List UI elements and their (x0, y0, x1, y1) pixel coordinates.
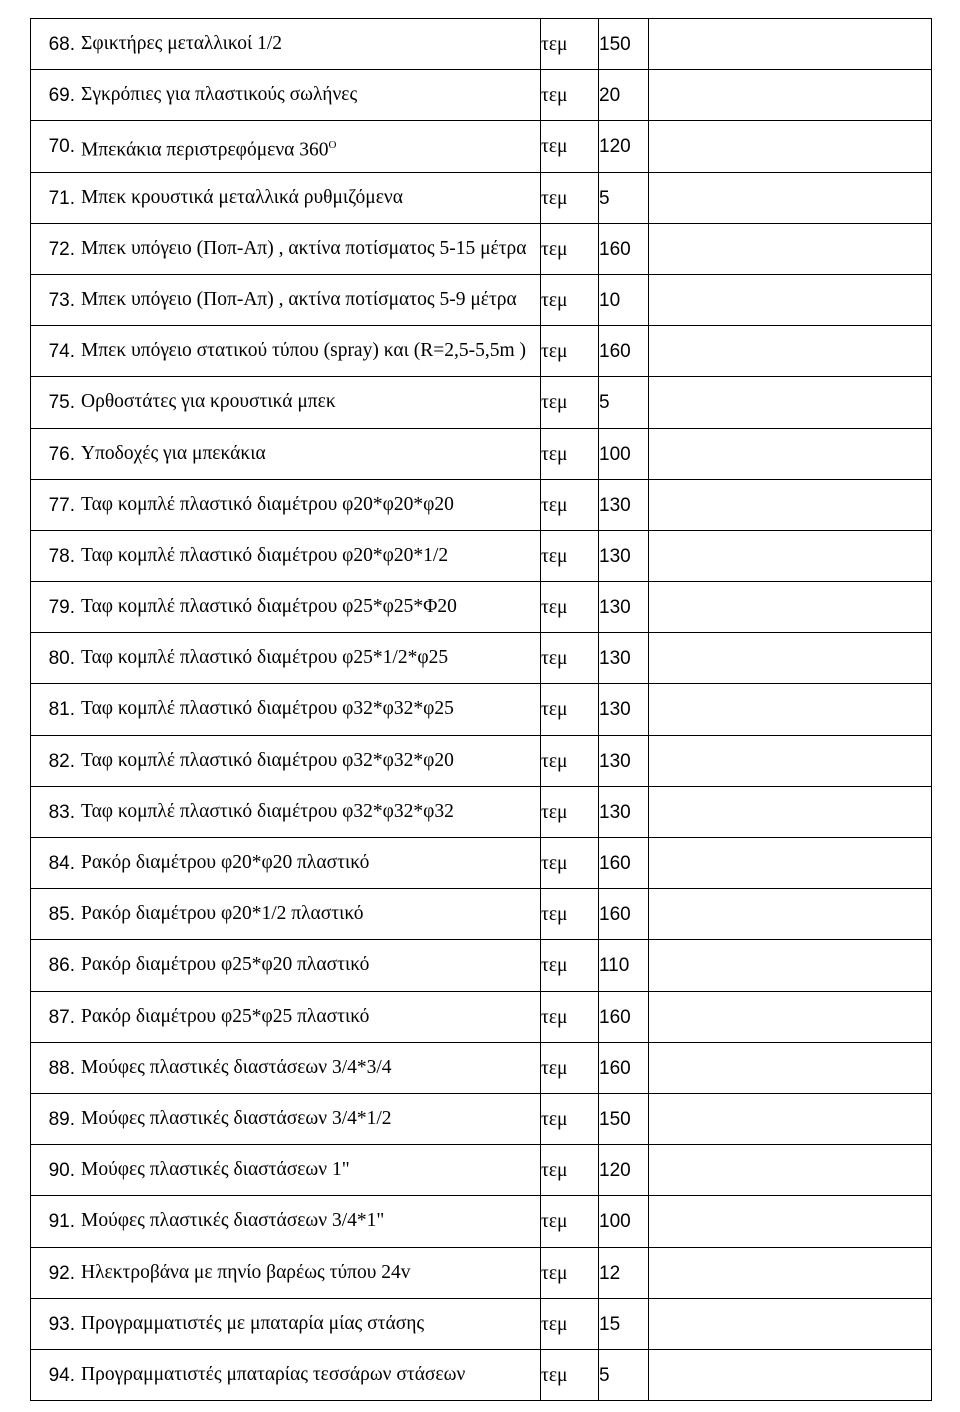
blank-cell (649, 172, 932, 223)
item-cell (31, 991, 541, 1042)
item-quantity: 5 (599, 187, 610, 209)
item-description (75, 1260, 540, 1285)
blank-cell (649, 684, 932, 735)
table-row (31, 940, 932, 991)
item-number: 83. (48, 801, 75, 823)
item-quantity: 5 (599, 1364, 610, 1386)
blank-cell (649, 991, 932, 1042)
item-number: 79. (48, 597, 75, 619)
table-body (31, 19, 932, 1401)
item-description-text: Μπεκάκια περιστρεφόμενα 360 (81, 139, 329, 161)
item-cell (31, 940, 541, 991)
item-cell (31, 326, 541, 377)
unit-cell (541, 479, 599, 530)
item-quantity: 130 (599, 699, 631, 721)
item-number: 72. (48, 238, 75, 260)
item-cell (31, 633, 541, 684)
item-description-text: Προγραμματιστές με μπαταρία μίας στάσης (81, 1312, 425, 1334)
item-number: 74. (48, 341, 75, 363)
item-description (75, 185, 540, 210)
quantity-cell (599, 70, 649, 121)
item-unit: τεμ (541, 1313, 568, 1335)
item-description-text: Ηλεκτροβάνα με πηνίο βαρέως τύπου 24v (81, 1261, 411, 1283)
item-quantity: 15 (599, 1313, 621, 1335)
item-quantity: 130 (599, 545, 631, 567)
item-cell (31, 684, 541, 735)
table-row (31, 1196, 932, 1247)
item-number: 77. (48, 494, 75, 516)
item-unit: τεμ (541, 955, 568, 977)
item-description-text: Ταφ κομπλέ πλαστικό διαμέτρου φ25*φ25*Φ20 (81, 596, 457, 618)
item-quantity: 5 (599, 392, 610, 414)
item-number: 89. (48, 1108, 75, 1130)
item-quantity: 160 (599, 238, 631, 260)
blank-cell (649, 19, 932, 70)
item-quantity: 130 (599, 494, 631, 516)
item-description (75, 441, 540, 466)
blank-cell (649, 530, 932, 581)
blank-cell (649, 121, 932, 172)
blank-cell (649, 735, 932, 786)
quantity-cell (599, 1093, 649, 1144)
item-description (75, 696, 540, 721)
item-description-text: Ταφ κομπλέ πλαστικό διαμέτρου φ20*φ20*φ20 (81, 493, 454, 515)
table-row (31, 1093, 932, 1144)
blank-cell (649, 377, 932, 428)
item-quantity: 110 (599, 955, 630, 977)
blank-cell (649, 633, 932, 684)
item-number: 87. (48, 1006, 75, 1028)
item-quantity: 160 (599, 853, 631, 874)
item-description-text: Μπεκ κρουστικά μεταλλικά ρυθμιζόμενα (81, 186, 403, 208)
quantity-cell (599, 684, 649, 735)
blank-cell (649, 326, 932, 377)
item-unit: τεμ (541, 1160, 568, 1182)
item-description (75, 1311, 540, 1336)
item-unit: τεμ (541, 1108, 568, 1130)
item-quantity: 150 (599, 1108, 631, 1130)
unit-cell (541, 377, 599, 428)
item-number: 71. (48, 187, 75, 209)
item-number: 68. (48, 34, 75, 55)
item-cell (31, 1145, 541, 1196)
item-number: 78. (48, 545, 75, 567)
item-quantity: 130 (599, 597, 631, 619)
item-description-text: Ταφ κομπλέ πλαστικό διαμέτρου φ25*1/2*φ25 (81, 647, 449, 669)
quantity-cell (599, 1247, 649, 1298)
item-description (75, 952, 540, 977)
item-unit: τεμ (541, 289, 568, 311)
table-row (31, 1042, 932, 1093)
blank-cell (649, 582, 932, 633)
item-quantity: 160 (599, 1006, 631, 1028)
quantity-cell (599, 1042, 649, 1093)
quantity-cell (599, 326, 649, 377)
blank-cell (649, 274, 932, 325)
blank-cell (649, 1349, 932, 1400)
item-number: 93. (48, 1313, 75, 1335)
item-description-text: Σφικτήρες μεταλλικοί 1/2 (81, 33, 283, 54)
table-row (31, 274, 932, 325)
item-number: 91. (48, 1211, 75, 1233)
item-unit: τεμ (541, 136, 568, 158)
quantity-cell (599, 377, 649, 428)
item-description (75, 133, 540, 163)
item-description-text: Ρακόρ διαμέτρου φ25*φ25 πλαστικό (81, 1005, 370, 1027)
table-row (31, 121, 932, 172)
quantity-cell (599, 19, 649, 70)
item-description (75, 338, 540, 363)
unit-cell (541, 428, 599, 479)
item-description (75, 748, 540, 773)
unit-cell (541, 1247, 599, 1298)
quantity-cell (599, 274, 649, 325)
item-cell (31, 274, 541, 325)
item-unit: τεμ (541, 238, 568, 260)
item-number: 94. (48, 1364, 75, 1386)
unit-cell (541, 1196, 599, 1247)
quantity-cell (599, 735, 649, 786)
item-description-text: Ορθοστάτες για κρουστικά μπεκ (81, 391, 336, 413)
item-cell (31, 428, 541, 479)
table-row (31, 530, 932, 581)
item-cell (31, 1247, 541, 1298)
table-row (31, 786, 932, 837)
item-unit: τεμ (541, 1211, 568, 1233)
item-number: 81. (48, 699, 75, 721)
quantity-cell (599, 121, 649, 172)
blank-cell (649, 223, 932, 274)
item-quantity: 150 (599, 34, 631, 55)
item-description (75, 389, 540, 414)
quantity-cell (599, 428, 649, 479)
item-description (75, 645, 540, 670)
quantity-cell (599, 991, 649, 1042)
item-description-text: Ρακόρ διαμέτρου φ20*φ20 πλαστικό (81, 852, 370, 873)
quantity-cell (599, 786, 649, 837)
blank-cell (649, 1298, 932, 1349)
item-cell (31, 1298, 541, 1349)
unit-cell (541, 838, 599, 889)
item-cell (31, 479, 541, 530)
item-description (75, 594, 540, 619)
quantity-cell (599, 940, 649, 991)
item-unit: τεμ (541, 85, 568, 107)
blank-cell (649, 1093, 932, 1144)
item-quantity: 100 (599, 443, 631, 465)
table-row (31, 582, 932, 633)
item-cell (31, 786, 541, 837)
item-description (75, 1362, 540, 1387)
item-quantity: 20 (599, 85, 621, 107)
quantity-cell (599, 1349, 649, 1400)
item-unit: τεμ (541, 443, 568, 465)
unit-cell (541, 326, 599, 377)
quantity-cell (599, 1145, 649, 1196)
item-description-text: Ταφ κομπλέ πλαστικό διαμέτρου φ32*φ32*φ32 (81, 800, 454, 822)
blank-cell (649, 786, 932, 837)
unit-cell (541, 889, 599, 940)
quantity-cell (599, 633, 649, 684)
item-description-text: Υποδοχές για μπεκάκια (81, 442, 266, 464)
item-number: 76. (48, 443, 75, 465)
blank-cell (649, 889, 932, 940)
item-number: 86. (48, 955, 75, 977)
unit-cell (541, 121, 599, 172)
table-row (31, 1298, 932, 1349)
blank-cell (649, 70, 932, 121)
item-unit: τεμ (541, 392, 568, 414)
table-row (31, 889, 932, 940)
item-description-text: Σγκρόπιες για πλαστικούς σωλήνες (81, 84, 358, 106)
item-unit: τεμ (541, 34, 568, 55)
item-description (75, 31, 540, 56)
item-unit: τεμ (541, 494, 568, 516)
item-description (75, 1055, 540, 1080)
item-number: 84. (48, 853, 75, 874)
item-description-text: Μπεκ υπόγειο στατικού τύπου (spray) και (R=2,5-5,5m ) (81, 340, 526, 362)
item-number: 88. (48, 1057, 75, 1079)
item-description-text: Ρακόρ διαμέτρου φ25*φ20 πλαστικό (81, 954, 370, 976)
unit-cell (541, 19, 599, 70)
unit-cell (541, 1145, 599, 1196)
item-number: 80. (48, 648, 75, 670)
unit-cell (541, 684, 599, 735)
degree-superscript: Ο (328, 139, 337, 152)
item-description-text: Ταφ κομπλέ πλαστικό διαμέτρου φ20*φ20*1/2 (81, 544, 449, 566)
item-cell (31, 838, 541, 889)
item-description (75, 901, 540, 926)
quantity-cell (599, 223, 649, 274)
item-cell (31, 172, 541, 223)
item-description-text: Ρακόρ διαμέτρου φ20*1/2 πλαστικό (81, 903, 364, 925)
item-number: 85. (48, 904, 75, 926)
quantity-cell (599, 838, 649, 889)
item-unit: τεμ (541, 750, 568, 772)
unit-cell (541, 991, 599, 1042)
item-cell (31, 377, 541, 428)
table-row (31, 428, 932, 479)
blank-cell (649, 1145, 932, 1196)
item-quantity: 100 (599, 1211, 631, 1233)
table-row (31, 1247, 932, 1298)
items-table (30, 18, 932, 1401)
item-unit: τεμ (541, 904, 568, 926)
item-description (75, 1004, 540, 1029)
table-row (31, 479, 932, 530)
item-unit: τεμ (541, 1364, 568, 1386)
table-row (31, 684, 932, 735)
unit-cell (541, 735, 599, 786)
item-description-text: Μούφες πλαστικές διαστάσεων 3/4*1" (81, 1210, 385, 1232)
item-number: 90. (48, 1160, 75, 1182)
blank-cell (649, 1196, 932, 1247)
item-description-text: Μούφες πλαστικές διαστάσεων 3/4*3/4 (81, 1056, 392, 1078)
item-description (75, 287, 540, 312)
unit-cell (541, 582, 599, 633)
item-unit: τεμ (541, 801, 568, 823)
item-number: 75. (48, 392, 75, 414)
item-description (75, 799, 540, 824)
item-unit: τεμ (541, 1262, 568, 1284)
item-unit: τεμ (541, 699, 568, 721)
unit-cell (541, 172, 599, 223)
unit-cell (541, 70, 599, 121)
item-unit: τεμ (541, 1006, 568, 1028)
table-row (31, 1145, 932, 1196)
unit-cell (541, 530, 599, 581)
quantity-cell (599, 530, 649, 581)
unit-cell (541, 1298, 599, 1349)
item-cell (31, 19, 541, 70)
item-unit: τεμ (541, 187, 568, 209)
blank-cell (649, 479, 932, 530)
blank-cell (649, 428, 932, 479)
item-cell (31, 70, 541, 121)
table-row (31, 19, 932, 70)
item-quantity: 12 (599, 1262, 621, 1284)
item-quantity: 160 (599, 341, 631, 363)
item-quantity: 10 (599, 289, 621, 311)
item-cell (31, 121, 541, 172)
item-description-text: Μπεκ υπόγειο (Ποπ-Απ) , ακτίνα ποτίσματος 5-15 μέτρα (81, 237, 527, 259)
unit-cell (541, 1093, 599, 1144)
item-quantity: 160 (599, 904, 631, 926)
table-row (31, 838, 932, 889)
blank-cell (649, 1247, 932, 1298)
table-row (31, 326, 932, 377)
item-number: 82. (48, 750, 75, 772)
table-row (31, 377, 932, 428)
table-row (31, 172, 932, 223)
table-row (31, 223, 932, 274)
table-row (31, 70, 932, 121)
table-row (31, 735, 932, 786)
item-number: 70. (48, 136, 75, 158)
item-cell (31, 1196, 541, 1247)
quantity-cell (599, 1196, 649, 1247)
unit-cell (541, 274, 599, 325)
item-description-text: Μπεκ υπόγειο (Ποπ-Απ) , ακτίνα ποτίσματος 5-9 μέτρα (81, 288, 517, 310)
quantity-cell (599, 479, 649, 530)
item-cell (31, 582, 541, 633)
item-number: 69. (48, 85, 75, 107)
unit-cell (541, 223, 599, 274)
item-unit: τεμ (541, 341, 568, 363)
item-description-text: Μούφες πλαστικές διαστάσεων 1" (81, 1159, 350, 1181)
item-description (75, 1157, 540, 1182)
blank-cell (649, 940, 932, 991)
table-row (31, 633, 932, 684)
item-description-text: Ταφ κομπλέ πλαστικό διαμέτρου φ32*φ32*φ20 (81, 749, 454, 771)
blank-cell (649, 1042, 932, 1093)
unit-cell (541, 1349, 599, 1400)
quantity-cell (599, 172, 649, 223)
item-description (75, 1106, 540, 1131)
item-quantity: 130 (599, 801, 631, 823)
item-cell (31, 1349, 541, 1400)
item-description (75, 82, 540, 107)
table-row (31, 991, 932, 1042)
item-description (75, 1208, 540, 1233)
blank-cell (649, 838, 932, 889)
item-number: 92. (48, 1262, 75, 1284)
quantity-cell (599, 582, 649, 633)
item-quantity: 130 (599, 648, 631, 670)
unit-cell (541, 940, 599, 991)
item-quantity: 120 (599, 1160, 631, 1182)
item-cell (31, 1042, 541, 1093)
item-unit: τεμ (541, 545, 568, 567)
item-quantity: 160 (599, 1057, 631, 1079)
item-quantity: 130 (599, 750, 631, 772)
item-unit: τεμ (541, 853, 568, 874)
item-cell (31, 223, 541, 274)
item-unit: τεμ (541, 1057, 568, 1079)
item-cell (31, 889, 541, 940)
quantity-cell (599, 1298, 649, 1349)
unit-cell (541, 786, 599, 837)
quantity-cell (599, 889, 649, 940)
item-number: 73. (48, 289, 75, 311)
item-description (75, 543, 540, 568)
item-cell (31, 530, 541, 581)
table-row (31, 1349, 932, 1400)
item-cell (31, 1093, 541, 1144)
item-description-text: Προγραμματιστές μπαταρίας τεσσάρων στάσεων (81, 1363, 466, 1385)
item-unit: τεμ (541, 648, 568, 670)
item-description (75, 492, 540, 517)
unit-cell (541, 1042, 599, 1093)
item-description-text: Μούφες πλαστικές διαστάσεων 3/4*1/2 (81, 1107, 392, 1129)
item-cell (31, 735, 541, 786)
item-quantity: 120 (599, 136, 631, 158)
unit-cell (541, 633, 599, 684)
item-unit: τεμ (541, 597, 568, 619)
item-description (75, 850, 540, 875)
item-description (75, 236, 540, 261)
item-description-text: Ταφ κομπλέ πλαστικό διαμέτρου φ32*φ32*φ25 (81, 698, 454, 720)
